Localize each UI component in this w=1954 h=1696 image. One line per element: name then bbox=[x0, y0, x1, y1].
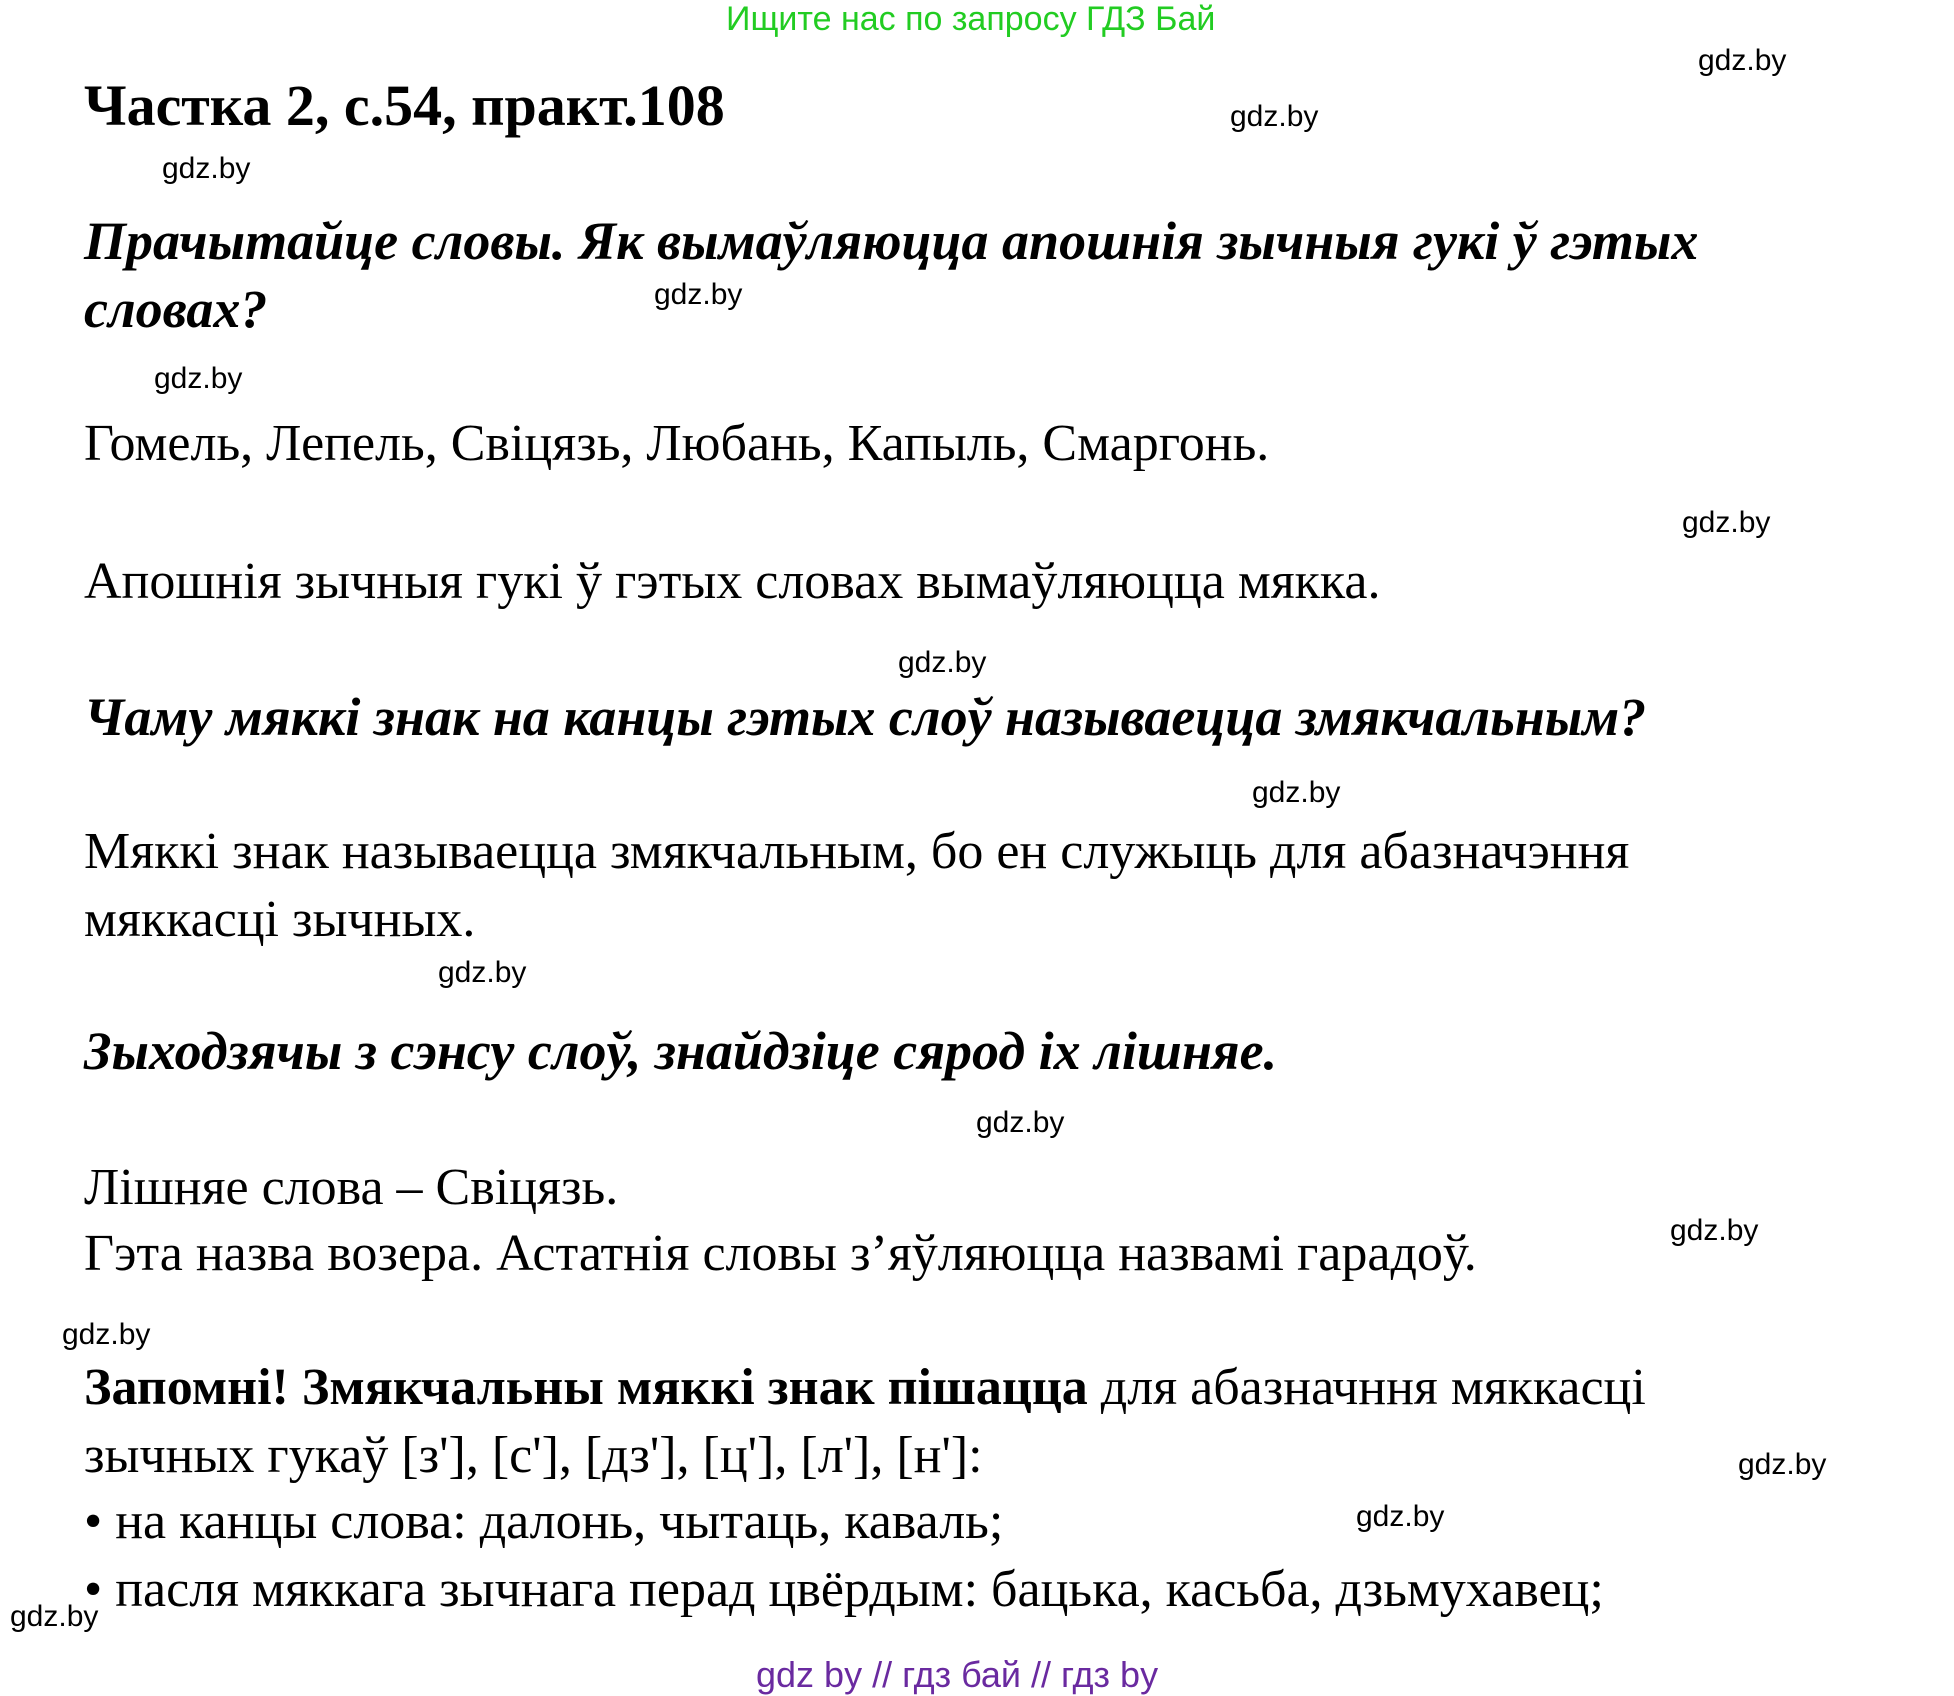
watermark: gdz.by bbox=[1230, 100, 1319, 133]
watermark: gdz.by bbox=[62, 1318, 151, 1351]
word-list: Гомель, Лепель, Свіцязь, Любань, Капыль, Смаргонь. bbox=[84, 415, 1270, 472]
watermark: gdz.by bbox=[1252, 776, 1341, 809]
question-3: Зыходзячы з сэнсу слоў, знайдзіце сярод іх лішняе. bbox=[84, 1021, 1278, 1081]
footer-links[interactable] bbox=[756, 1654, 1158, 1696]
question-1-line-2: словах? bbox=[84, 279, 268, 339]
watermark: gdz.by bbox=[1670, 1214, 1759, 1247]
top-banner[interactable] bbox=[726, 0, 1215, 39]
watermark: gdz.by bbox=[1356, 1500, 1445, 1533]
page-title: Частка 2, с.54, практ.108 bbox=[84, 73, 725, 138]
answer-2-line-2: мяккасці зычных. bbox=[84, 891, 476, 948]
question-2: Чаму мяккі знак на канцы гэтых слоў называецца змякчальным? bbox=[84, 687, 1647, 747]
banner-text[interactable]: Ищите нас по запросу ГДЗ Бай bbox=[726, 0, 1216, 38]
rule-line-1 bbox=[84, 1358, 1646, 1417]
watermark: gdz.by bbox=[898, 646, 987, 679]
answer-3-line-2: Гэта назва возера. Астатнія словы з’яўляюцца назвамі гарадоў. bbox=[84, 1225, 1477, 1282]
answer-1: Апошнія зычныя гукі ў гэтых словах вымаўляюцца мякка. bbox=[84, 553, 1381, 610]
watermark: gdz.by bbox=[1738, 1448, 1827, 1481]
rule-bullet-2: • пасля мяккага зычнага перад цвёрдым: бацька, касьба, дзьмухавец; bbox=[84, 1561, 1604, 1618]
watermark: gdz.by bbox=[154, 362, 243, 395]
watermark: gdz.by bbox=[438, 956, 527, 989]
watermark: gdz.by bbox=[1682, 506, 1771, 539]
rule-bullet-1: • на канцы слова: далонь, чытаць, каваль; bbox=[84, 1493, 1004, 1550]
footer-text[interactable]: gdz by // гдз бай // гдз by bbox=[756, 1654, 1159, 1695]
question-1-line-1: Прачытайце словы. Як вымаўляюцца апошнія зычныя гукі ў гэтых bbox=[84, 211, 1699, 271]
rule-line-2: зычных гукаў [з'], [с'], [дз'], [ц'], [л'], [н']: bbox=[84, 1427, 983, 1484]
rule-bold-text: Запомні! Змякчальны мяккі знак пішацца bbox=[84, 1359, 1088, 1416]
watermark: gdz.by bbox=[654, 278, 743, 311]
watermark: gdz.by bbox=[162, 152, 251, 185]
rule-rest-text: для абазначння мяккасці bbox=[1087, 1359, 1646, 1416]
answer-3-line-1: Лішняе слова – Свіцязь. bbox=[84, 1159, 619, 1216]
watermark: gdz.by bbox=[1698, 44, 1787, 77]
watermark: gdz.by bbox=[976, 1106, 1065, 1139]
answer-2-line-1: Мяккі знак называецца змякчальным, бо ен служыць для абазначэння bbox=[84, 823, 1630, 880]
watermark: gdz.by bbox=[10, 1600, 99, 1633]
